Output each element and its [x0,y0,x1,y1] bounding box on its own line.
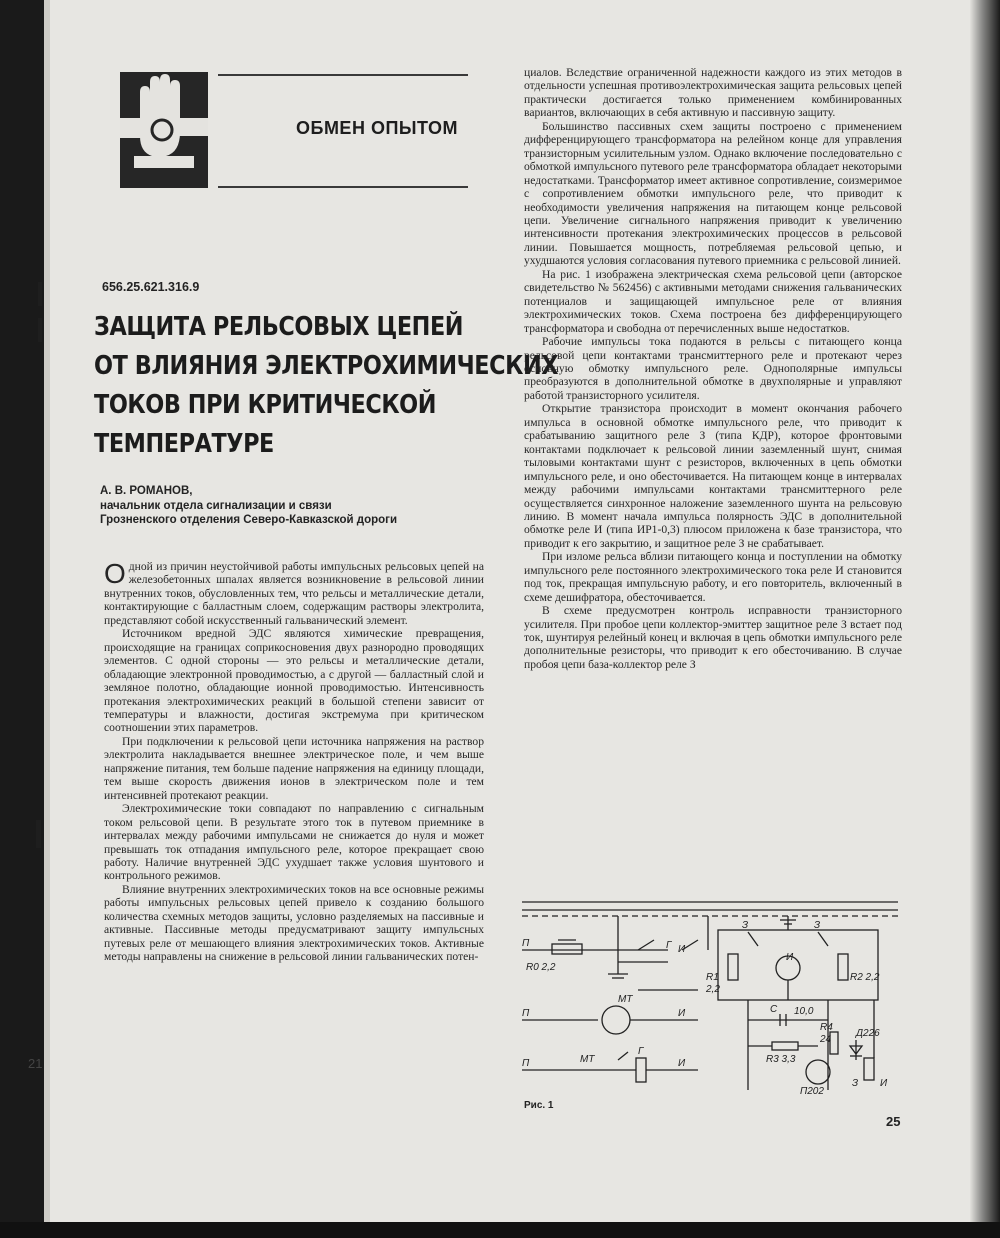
page-number: 25 [886,1114,901,1129]
paragraph: При подключении к рельсовой цепи источника напряжения на раствор электролита накладывается внешнее электрическое поле, и чем выше напряжение питания, тем больше падение напряжения на единицу площади, тем выше скорость движения ионов в электрическом поле и тем интенсивней протекают реакции. [104,734,484,802]
relay-g-symbol [636,1058,646,1082]
paragraph: Одной из причин неустойчивой работы импульсных рельсовых цепей на железобетонных шпалах является возникновение в рельсовой линии внутренних токов, обусловленных тем, что рельсы и металлические детали, контактирующие с балластным слоем, содержащим растворы электролита, представляют собой искусственный гальванический элемент. [104,558,484,627]
title-line: ОТ ВЛИЯНИЯ ЭЛЕКТРОХИМИЧЕСКИХ [94,351,559,381]
author-affiliation: Грозненского отделения Северо-Кавказской дороги [100,514,398,526]
label-p3: П [522,1058,530,1069]
label-i-mid: И [678,1008,686,1019]
author-name: А. В. РОМАНОВ, [100,485,193,497]
text-column-left [104,560,484,964]
margin-mark [38,318,42,342]
relay-block [718,930,878,1000]
label-p: П [522,938,530,949]
margin-number: 21 [28,1056,43,1071]
label-i-top: И [678,944,686,955]
label-r4-value: 24 [820,1034,832,1045]
label-r0: R0 2,2 [526,962,556,973]
label-mt-bot: МТ [580,1054,595,1065]
paragraph: Рабочие импульсы тока подаются в рельсы с питающего конца рельсовой цепи контактами трансмиттерного реле и протекают через основную обмотку импульсного реле. Однополярные импульсы преобразуются в дополнительной обмотке в двухполярные и управляют работой транзисторного усилителя. [524,335,902,402]
title-line: ЗАЩИТА РЕЛЬСОВЫХ ЦЕПЕЙ [94,312,464,342]
udc-code: 656.25.621.316.9 [102,280,200,294]
resistor-r2 [838,954,848,980]
paragraph: Открытие транзистора происходит в момент окончания рабочего импульса в основной обмотке импульсного реле, что приводит к срабатыванию защитного реле З (типа КДР), которое фронтовыми контактами подключает к рельсовой линии заземленный шунт, снимая тыловыми контактами шунт с резисторов, включенных в цепь обмотки импульсного реле, и оно обесточивается. На питающем конце в интервалах между рабочими импульсами контактами трансмиттерного реле осуществляется синхронное наложение заземленного шунта на рельсовую линию. В момент начала импульса полярность ЭДС в дополнительной обмотке реле И (типа ИР1-0,3) плюсом приложена к базе транзистора, что приводит к его закрытию, и защитное реле З не срабатывает. [524,402,902,550]
label-z-right: З [814,920,821,931]
paragraph: При изломе рельса вблизи питающего конца и поступлении на обмотку импульсного реле постоянного электрохимического тока реле И становится под ток, прекращая импульсную работу, и его повторитель, включенный в схеме дешифратора, обесточивается. [524,550,902,604]
label-c-value: 10,0 [794,1006,814,1017]
paragraph: циалов. Вследствие ограниченной надежности каждого из этих методов в отдельности успешная противоэлектрохимическая защита рельсовых цепей практически достигается только применением комбинированных вариантов, включающих в себя активную и пассивную защиту. [524,66,902,120]
label-p2: П [522,1008,530,1019]
relay-mt-symbol [602,1006,630,1034]
author-role: начальник отдела сигнализации и связи [100,499,332,512]
resistor-r0 [552,944,582,954]
section-logo [120,72,208,188]
paragraph: Электрохимические токи совпадают по направлению с сигнальным током рельсовой цепи. В результате этого ток в путевом приемнике в интервалах между рабочими импульсами не снижается до нуля и может превышать ток отпадания импульсного реле, которое прекращает свою работу. Наличие внутренней ЭДС ухудшает также условия шунтового и контрольного режимов. [104,802,484,883]
label-r2: R2 2,2 [850,972,880,983]
label-i-right: И [880,1078,888,1089]
label-z-bottom: З [852,1078,859,1089]
resistor-r1 [728,954,738,980]
header-rule-bottom [218,186,468,188]
margin-mark [36,820,41,848]
label-mt-top: МТ [618,994,633,1005]
drop-cap: О [104,558,126,589]
page-edge [44,0,50,1222]
paragraph: На рис. 1 изображена электрическая схема рельсовой цепи (авторское свидетельство № 562456) с активными методами снижения гальванических потенциалов и защищающей импульсное реле от влияния электрохимических токов. Схема построена без дифференцирующего трансформатора и свободна от перечисленных выше недостатков. [524,267,902,335]
paragraph: Большинство пассивных схем защиты построено с применением дифференцирующего трансформатора на релейном конце для управления транзисторным усилительным узлом. Однако включение последовательно с обмоткой импульсного путевого реле трансформатора обладает некоторыми недостатками. Трансформатор имеет активное сопротивление, соизмеримое с сопротивлением обмотки импульсного реле, что приводит к необходимости увеличения напряжения на питающем конце рельсовой цепи. Увеличение сигнального напряжения приводит к увеличению интенсивности протекания электрохимических процессов в рельсовой линии. Повышается мощность, потребляемая рельсовой цепью, и ухудшаются условия согласования путевого приемника с рельсовой линией. [524,119,902,268]
transistor-symbol [806,1060,830,1084]
scan-shadow-bottom [0,1222,1000,1238]
margin-mark [38,282,42,306]
label-r3: R3 3,3 [766,1054,796,1065]
header-rule-top [218,74,468,76]
resistor-r3 [772,1042,798,1050]
label-diode: Д226 [856,1028,880,1039]
label-i-relay: И [786,952,794,963]
label-r4: R4 [820,1022,833,1033]
title-line: ТЕМПЕРАТУРЕ [94,429,274,459]
paragraph: Источником вредной ЭДС являются химические превращения, происходящие на границах соприкосновения двух разнородно проводящих элементов. С одной стороны — это рельсы и металлические детали, обладающие электронной проводимостью, а с другой — балластный слой и земляное полотно, обладающие ионной проводимостью. Интенсивность протекания электрохимических реакций в большой степени зависит от температуры и влажности, достигая экстремума при критическом соотношении этих параметров. [104,627,484,735]
label-r1-value: 2,2 [706,984,720,995]
author-block [100,484,480,528]
label-c: C [770,1004,778,1015]
figure-caption: Рис. 1 [524,1100,554,1111]
article-title [94,308,559,464]
text-column-right [524,66,902,671]
paragraph: Влияние внутренних электрохимических токов на все основные режимы работы импульсных рельсовых цепей привело к созданию большого количества схемных методов защиты, условно разделяемых на пассивные и активные. Пассивные методы предусматривают защиту импульсных путевых реле от мешающего влияния электрохимических токов. Активные методы направлены на снижение в рельсовой линии гальванических потен- [104,882,484,964]
label-i-bot: И [678,1058,686,1069]
circuit-diagram [518,890,904,1098]
paragraph: В схеме предусмотрен контроль исправности транзисторного усилителя. При пробое цепи коллектор-эмиттер защитное реле З встает под ток, шунтируя релейный конец и включая в цепь обмотки импульсного реле дополнительные резисторы, что приводит к его обесточиванию. В случае пробоя цепи база-коллектор реле З [524,604,902,671]
title-line: ТОКОВ ПРИ КРИТИЧЕСКОЙ [94,390,437,420]
label-transistor: П202 [800,1086,824,1097]
scan-shadow-right [970,0,1000,1238]
label-g-bot: Г [638,1046,644,1057]
label-g-top: Г [666,940,672,951]
label-z-left: З [742,920,749,931]
relay-z-symbol [864,1058,874,1080]
label-r1: R1 [706,972,719,983]
section-title: ОБМЕН ОПЫТОМ [296,118,459,138]
resistor-r4 [830,1032,838,1054]
